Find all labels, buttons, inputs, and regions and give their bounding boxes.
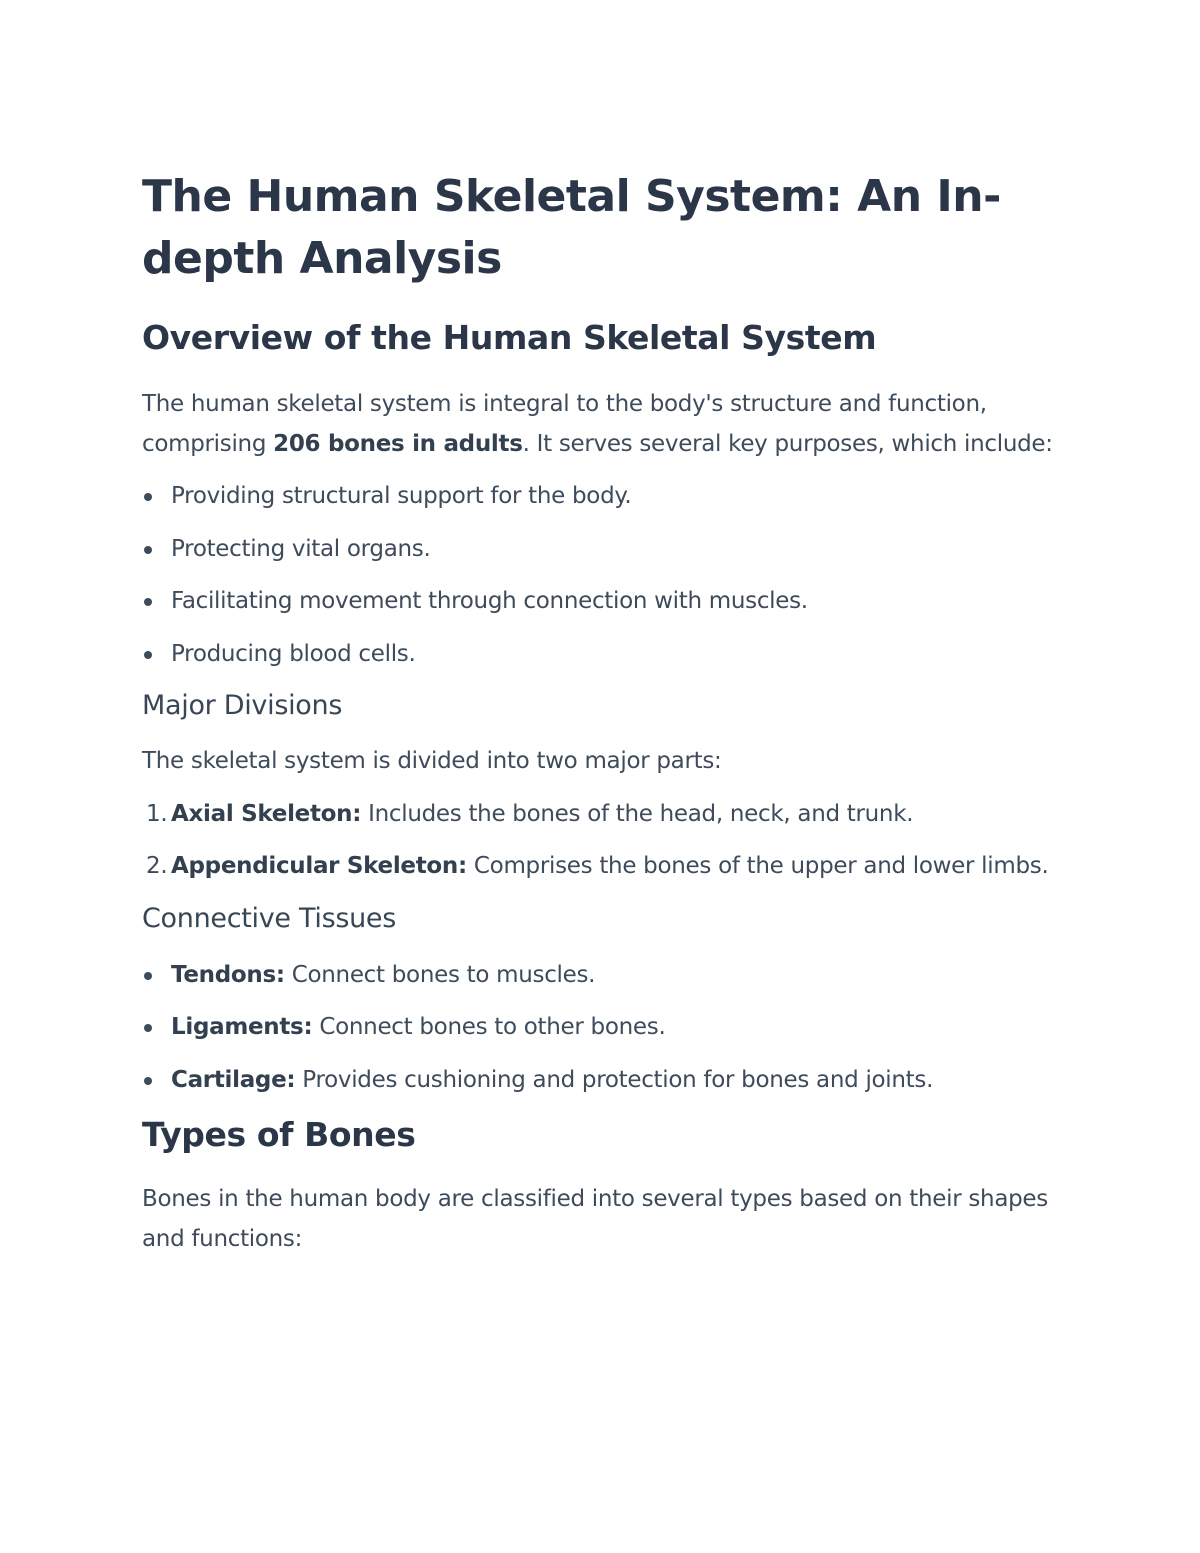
- purposes-list: [142, 477, 1062, 674]
- subsection-heading-major-divisions: Major Divisions: [142, 690, 343, 721]
- list-item-text: Includes the bones of the head, neck, and trunk.: [361, 800, 914, 827]
- list-item-text: Producing blood cells.: [171, 640, 416, 667]
- bullet-icon: [144, 1077, 152, 1085]
- list-item: [142, 1061, 1062, 1101]
- bullet-icon: [144, 493, 152, 501]
- types-of-bones-paragraph: Bones in the human body are classified into several types based on their shapes and functions:: [142, 1186, 1048, 1252]
- overview-text-start: The human skeletal system is integral to the body's structure and function, comprising: [142, 391, 987, 457]
- subsection-heading-connective-tissues: Connective Tissues: [142, 902, 397, 934]
- major-divisions-paragraph: The skeletal system is divided into two major parts:: [142, 748, 722, 774]
- list-number: 1.: [146, 800, 168, 827]
- overview-paragraph: [142, 385, 1062, 464]
- list-item: [142, 847, 1062, 887]
- list-item-term: Appendicular Skeleton:: [171, 853, 467, 879]
- list-item-text: Protecting vital organs.: [171, 535, 431, 562]
- tissues-list: [142, 956, 1062, 1101]
- list-item: [142, 956, 1062, 996]
- overview-bold-bones: 206 bones in adults: [273, 430, 523, 457]
- divisions-list: [142, 795, 1062, 887]
- list-item-term: Tendons:: [171, 961, 285, 988]
- list-item-text: Providing structural support for the body.: [171, 483, 632, 509]
- list-item: [142, 635, 1062, 675]
- list-item-term: Ligaments:: [171, 1014, 313, 1040]
- list-item: [142, 477, 1062, 517]
- document-title: The Human Skeletal System: An In-depth Analysis: [142, 171, 1001, 284]
- list-item-text: Connect bones to muscles.: [284, 961, 596, 988]
- list-number: 2.: [146, 853, 168, 879]
- list-item-text: Facilitating movement through connection with muscles.: [171, 588, 808, 614]
- list-item: [142, 582, 1062, 622]
- bullet-icon: [144, 1024, 152, 1032]
- list-item-text: Comprises the bones of the upper and lower limbs.: [466, 853, 1049, 879]
- document-page: [142, 166, 1062, 1259]
- section-heading-types-of-bones: Types of Bones: [142, 1115, 416, 1154]
- section-heading-overview: Overview of the Human Skeletal System: [142, 318, 877, 357]
- list-item-term: Cartilage:: [171, 1066, 296, 1093]
- bullet-icon: [144, 972, 152, 980]
- list-item-term: Axial Skeleton:: [171, 800, 362, 827]
- list-item: [142, 1008, 1062, 1048]
- overview-text-end: . It serves several key purposes, which include:: [522, 430, 1053, 457]
- list-item: [142, 795, 1062, 835]
- bullet-icon: [144, 598, 152, 606]
- list-item-text: Provides cushioning and protection for bones and joints.: [295, 1066, 934, 1093]
- list-item: [142, 530, 1062, 570]
- list-item-text: Connect bones to other bones.: [312, 1014, 666, 1040]
- bullet-icon: [144, 651, 152, 659]
- bullet-icon: [144, 546, 152, 554]
